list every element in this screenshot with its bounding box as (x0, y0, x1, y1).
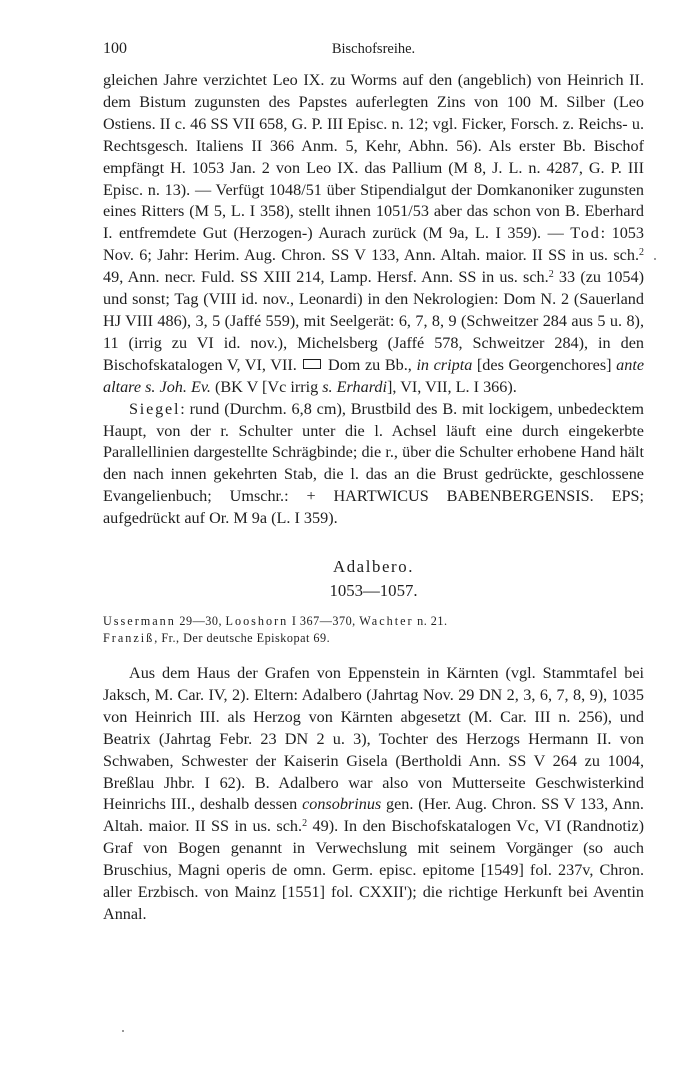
text-segment: : 1053 Nov. 6; Jahr: Herim. Aug. Chron. SS V 133, Ann. Altah. maior. II SS in us. sch. (103, 224, 644, 265)
scan-speck (654, 258, 656, 260)
superscript: 2 (548, 269, 554, 281)
text-segment: 49). In den Bischofskatalogen Vc, VI (Randnotiz) Graf von Bogen genannt in Verwechslung mit seinem Vorgänger (so auch Bruschius, Magni operis de omn. Germ. episc. epitome [1549] fol. 237v, Chron. aller Erzbisch. von Mainz [1551] fol. CXXII'); die richtige Herkunft bei Aventin Annal. (103, 817, 644, 923)
superscript: 2 (302, 818, 308, 830)
label-siegel: Siegel (129, 399, 181, 418)
section-heading (103, 556, 644, 601)
italic-term: ante altare s. Joh. Ev. (103, 355, 645, 396)
reference-author: Franziß (103, 631, 155, 646)
reference-text: n. 21. (413, 614, 448, 629)
text-segment: (BK V [Vc irrig (210, 377, 323, 396)
reference-text: 29—30, (175, 614, 226, 629)
bishop-name: Adalbero. (332, 557, 415, 577)
grave-symbol-icon (303, 359, 321, 369)
reference-author: Wachter (359, 614, 414, 629)
paragraph-adalbero (103, 663, 644, 926)
text-segment: gen. (Her. Aug. Chron. SS V 133, Ann. Altah. maior. II SS in us. sch. (103, 795, 644, 836)
reference-line (103, 630, 644, 647)
page (103, 40, 644, 926)
running-title: Bischofsreihe. (331, 41, 416, 57)
scan-speck (122, 1030, 124, 1032)
text-segment: : rund (Durchm. 6,8 cm), Brustbild des B. mit lockigem, unbedecktem Haupt, von der r. Schulter unter die l. Achsel läuft eine durch eingekerbte Parallellinien dargestellte Schrägbinde; die r., über die Schulter erhobene Hand hält den nach innen gekehrten Stab, die l. das an die Brust gedrückte, geschlossene Evangelienbuch; Umschr.: + HARTWICUS BABENBERGENSIS. EPS; aufgedrückt auf Or. M 9a (L. I 359). (103, 399, 644, 528)
reference-text: I 367—370, (288, 614, 360, 629)
text-segment: 33 (zu 1054) und sonst; Tag (VIII id. nov., Leonardi) in den Nekrologien: Dom N. 2 (Sauerland HJ VIII 486), 3, 5 (Jaffé 559), mit Seelgerät: 6, 7, 8, 9 (Schweitzer 284 aus 5 u. 8), 11 (irrig zu VI id. nov.), Michelsberg (Jaffé 578, Schweitzer 284), in den Bischofskatalogen V, VI, VII. (103, 268, 644, 374)
literature-references (103, 613, 644, 647)
reference-author: Ussermann (103, 614, 176, 629)
italic-term: consobrinus (302, 795, 382, 814)
reference-text: , Fr., Der deutsche Episkopat 69. (154, 631, 331, 646)
text-segment: [des Georgenchores] (472, 355, 617, 374)
running-header (103, 40, 644, 70)
italic-term: in cripta (416, 355, 473, 374)
paragraph-hartwig-continued (103, 70, 644, 399)
page-number: 100 (103, 40, 127, 57)
text-segment: gleichen Jahre verzichtet Leo IX. zu Worms auf den (angeblich) von Heinrich II. dem Bistum zugunsten des Papstes auferlegten Zins von 100 M. Silber (Leo Ostiens. II c. 46 SS VII 658, G. P. III Episc. n. 12; vgl. Ficker, Forsch. z. Reichs- u. Rechtsgesch. Italiens II 366 Anm. 5, Kehr, Abhn. 56). Als erster Bb. Bischof empfängt H. 1053 Jan. 2 von Leo IX. das Pallium (M 8, J. L. n. 4287, G. P. III Episc. n. 13). — Verfügt 1048/51 über Stipendialgut der Domkanoniker zugunsten eines Ritters (M 5, L. I 358), stellt ihnen 1051/53 aber das schon von B. Eberhard I. entfremdete Gut (Herzogen-) Aurach zurück (M 9a, L. I 359). — (103, 71, 644, 243)
bishop-years: 1053—1057. (329, 581, 418, 601)
reference-author: Looshorn (225, 614, 289, 629)
reference-line (103, 613, 644, 630)
text-segment: Aus dem Haus der Grafen von Eppenstein in Kärnten (vgl. Stammtafel bei Jaksch, M. Car. IV, 2). Eltern: Adalbero (Jahrtag Nov. 29 DN 2, 3, 6, 7, 8, 9), 1035 von Heinrich III. als Herzog von Kärnten abgesetzt (M. Car. III n. 256), und Beatrix (Jahrtag Febr. 23 DN 2 u. 3), Tochter des Herzogs Hermann II. von Schwaben, Schwester der Kaiserin Gisela (Bertholdi Ann. SS V 264 zu 1004, Breßlau Jhbr. I 62). B. Adalbero war also von Mutterseite Geschwisterkind Heinrichs III., deshalb dessen (103, 664, 644, 814)
label-tod: Tod (570, 224, 601, 243)
paragraph-siegel (103, 399, 644, 530)
superscript: 2 (639, 247, 644, 259)
italic-term: s. Erhardi (322, 377, 388, 396)
text-segment: ], VI, VII, L. I 366). (387, 377, 517, 396)
text-segment: 49, Ann. necr. Fuld. SS XIII 214, Lamp. Hersf. Ann. SS in us. sch. (103, 268, 549, 287)
text-segment: Dom zu Bb., (323, 355, 417, 374)
